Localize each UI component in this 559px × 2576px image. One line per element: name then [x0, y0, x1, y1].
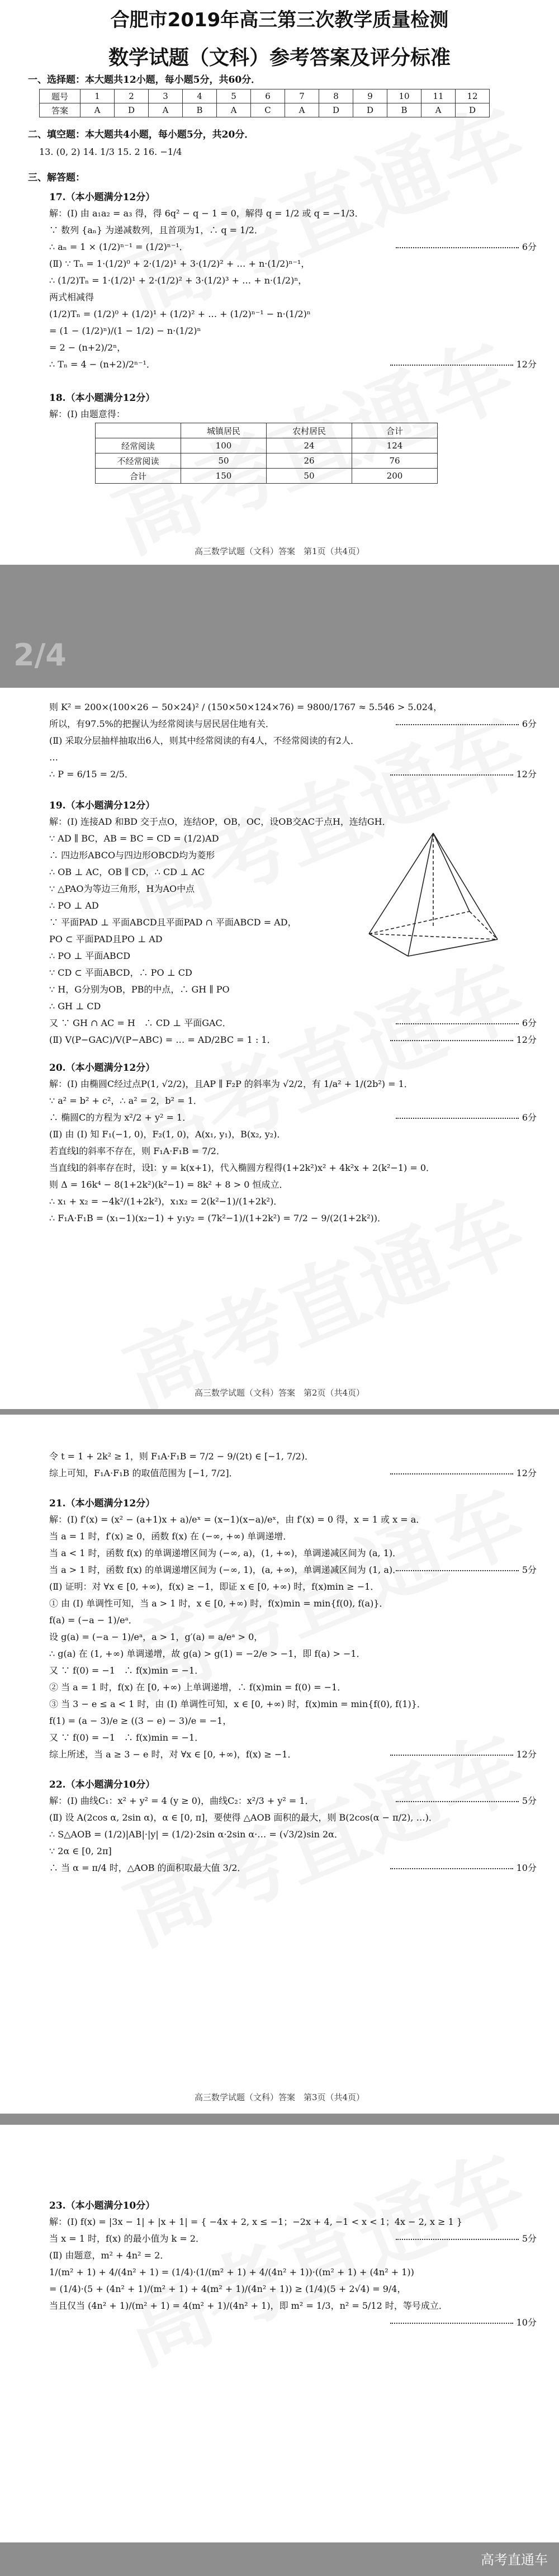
score-text: 12分 — [516, 359, 537, 370]
table-row — [96, 469, 438, 484]
cell: 2 — [115, 89, 149, 103]
cell: D — [353, 103, 387, 117]
brand-logo: 高考直通车 — [481, 2552, 548, 2568]
score-text: 10分 — [516, 1863, 537, 1873]
cell: A — [149, 103, 183, 117]
solution-line — [49, 1860, 537, 1877]
score-text: 5分 — [522, 1795, 537, 1806]
document-title: 合肥市2019年高三第三次教学质量检测 — [110, 9, 449, 31]
score-text: 6分 — [522, 242, 537, 252]
solution-text: (Ⅱ) V(P−GAC)/V(P−ABC) = … = AD/2BC = 1 : 1． — [49, 1034, 276, 1045]
solution-line: (1/2)Tₙ = (1/2)⁰ + (1/2)¹ + (1/2)² + … + (1/2)ⁿ⁻¹ − n·(1/2)ⁿ — [49, 309, 311, 319]
solution-line: = (1/4)·(5 + (4n² + 1)/(m² + 1) + 4(m² + 1)/(4n² + 1)) ≥ (1/4)(5 + 2√4) = 9/4， — [49, 2284, 406, 2294]
solution-text: ∴ 当 α = π/4 时，△AOB 的面积取最大值 3/2． — [49, 1863, 247, 1873]
cell: 8 — [319, 89, 353, 103]
solution-text: ∴ aₙ = 1 × (1/2)ⁿ⁻¹ = (1/2)ⁿ⁻¹． — [49, 242, 188, 252]
solution-text: 当 x = 1 时，f(x) 的最小值为 k = 2． — [49, 2233, 205, 2244]
solution-text: 解：(Ⅰ) 曲线C₁：x² + y² = 4 (y ≥ 0)，曲线C₂：x²/3 + y² = 1． — [49, 1795, 314, 1806]
solution-line: ∴ GH ⊥ CD — [49, 1001, 101, 1012]
solution-line: ∴ OB ⊥ AC，OB ∥ CD，∴ CD ⊥ AC — [49, 867, 205, 877]
cell: 7 — [285, 89, 319, 103]
solution-line — [49, 1109, 537, 1126]
score-text: 12分 — [516, 1034, 537, 1045]
header-cell — [96, 423, 181, 438]
question-20-heading: 20.（本小题满分12分） — [49, 1062, 155, 1074]
score-mark — [390, 1860, 537, 1877]
cell: C — [251, 103, 285, 117]
solution-line — [49, 1562, 537, 1578]
solution-line: 解：(Ⅰ) f′(x) = (x² − (a+1)x + a)/eˣ = (x−1)(x−a)/eˣ，由 f′(x) = 0 得，x = 1 或 x = a． — [49, 1514, 425, 1525]
solution-text: ∴ 椭圆C的方程为 x²/2 + y² = 1． — [49, 1112, 192, 1123]
header-cell: 城镇居民 — [181, 423, 267, 438]
solution-line — [49, 356, 537, 373]
page-footer: 高三数学试题（文科）答案 第3页（共4页） — [194, 2092, 365, 2102]
solution-line: ∴ PO ⊥ AD — [49, 900, 99, 911]
answer-page-2 — [0, 688, 559, 1409]
cell: 11 — [421, 89, 456, 103]
cell: 4 — [183, 89, 217, 103]
solution-line: ③ 当 3 − e ≤ a < 1 时，由 (Ⅰ) 单调性可知，x ∈ [0, +∞) 时，f(x)min = min{f(0), f(1)}． — [49, 1699, 426, 1709]
solution-line: ∵ 数列 {aₙ} 为递减数列，且首项为1，∴ q = 1/2． — [49, 225, 263, 235]
answer-page-4 — [0, 2125, 559, 2576]
solution-line: 1/(m² + 1) + 4/(4n² + 1) = (1/4)·(1/(m² + 1) + 4/(4n² + 1))·((m² + 1) + (4n² + 1)) — [49, 2267, 414, 2277]
cell: B — [387, 103, 421, 117]
cell: 76 — [352, 453, 438, 469]
solution-line: ② 当 a = 1 时，f(x) 在 [0, +∞) 上单调递增，∴ f(x)min = f(0) = −1． — [49, 1682, 347, 1693]
cell: 124 — [352, 438, 438, 453]
score-text: 6分 — [522, 1018, 537, 1028]
fill-answers: 13. (0, 2) 14. 1/3 15. 2 16. −1/4 — [39, 146, 182, 157]
cell: 不经常阅读 — [96, 453, 181, 469]
solution-line — [49, 2298, 537, 2314]
solution-line: ∴ S△AOB = (1/2)|AB|·|y| = (1/2)·2sin α·2sin α·… = (√3/2)sin 2α． — [49, 1829, 343, 1840]
score-text: 5分 — [522, 1564, 537, 1575]
page-footer: 高三数学试题（文科）答案 第2页（共4页） — [194, 1388, 365, 1398]
score-text: 12分 — [516, 769, 537, 779]
solution-text: 所以，有97.5%的把握认为经常阅读与居民居住地有关． — [49, 719, 274, 729]
solution-line: ∴ g(a) 在 (1, +∞) 单调递增，故 g(a) > g(1) = −2/e > −1，即 f(a) > −1． — [49, 1648, 366, 1659]
solution-line: 若直线l的斜率不存在，则 F₁A·F₁B = 7/2． — [49, 1146, 225, 1156]
solution-line: 设 g(a) = (−a − 1)/eᵃ，a > 1，g′(a) = a/eᵃ > 0， — [49, 1632, 263, 1642]
solution-line: PO ⊂ 平面PAD且PO ⊥ AD — [49, 934, 163, 944]
table-row — [40, 103, 490, 117]
score-mark — [396, 1015, 537, 1032]
score-text: 5分 — [522, 2233, 537, 2244]
table-row — [96, 423, 438, 438]
section2-heading: 二、填空题：本大题共4小题，每小题5分，共20分． — [28, 129, 254, 140]
cell: 200 — [352, 469, 438, 484]
solution-text: 当且仅当 (4n² + 1)/(m² + 1) = 4(m² + 1)/(4n² + 1)，即 m² = 1/3，n² = 5/12 时，等号成立． — [49, 2300, 448, 2311]
answer-page-3 — [0, 1415, 559, 2114]
score-mark — [396, 1793, 537, 1809]
solution-line: 则 K² = 200×(100×26 − 50×24)² / (150×50×124×76) = 9800/1767 ≈ 5.546 > 5.024， — [49, 702, 443, 712]
solution-line: = 2 − (n+2)/2ⁿ， — [49, 342, 126, 353]
cell: A — [80, 103, 115, 117]
question-19-heading: 19.（本小题满分12分） — [49, 800, 155, 811]
solution-line: 又 ∵ f(0) = −1 ∴ f(x)min = −1． — [49, 1732, 204, 1743]
question-18-heading: 18.（本小题满分12分） — [49, 393, 155, 404]
cell: 5 — [217, 89, 251, 103]
cell: 合计 — [96, 469, 181, 484]
solution-text: 综上所述，当 a ≥ 3 − e 时，对 ∀x ∈ [0, +∞)，f(x) ≥ −1． — [49, 1749, 297, 1760]
page-footer: 高三数学试题（文科）答案 第1页（共4页） — [194, 546, 365, 556]
cell: A — [217, 103, 251, 117]
cell: 3 — [149, 89, 183, 103]
score-mark — [390, 2314, 537, 2331]
row-label: 答案 — [40, 103, 80, 117]
solution-line: ∴ F₁A·F₁B = (x₁−1)(x₂−1) + y₁y₂ = (7k²−1)/(1+2k²) = 7/2 − 9/(2(1+2k²))． — [49, 1213, 386, 1223]
solution-line: ∵ AD ∥ BC，AB = BC = CD = (1/2)AD — [49, 833, 219, 844]
solution-line: 当 a < 1 时，函数 f(x) 的单调递增区间为 (−∞, a)，(1, +∞)，单调递减区间为 (a, 1)． — [49, 1548, 402, 1558]
cell: 经常阅读 — [96, 438, 181, 453]
cell: A — [285, 103, 319, 117]
question-17-heading: 17.（本小题满分12分） — [49, 192, 155, 203]
solution-line: ∵ 2α ∈ [0, 2π] — [49, 1846, 112, 1856]
solution-line: 解：(Ⅰ) f(x) = |3x − 1| + |x + 1| = { −4x + 2, x ≤ −1；−2x + 4, −1 < x < 1；4x − 2, x ≥ 1 } — [49, 2216, 463, 2227]
score-mark — [390, 356, 537, 373]
solution-line: 令 t = 1 + 2k² ≥ 1，则 F₁A·F₁B = 7/2 − 9/(2t) ∈ [−1, 7/2)． — [49, 1451, 314, 1462]
score-mark — [396, 239, 537, 256]
section3-heading: 三、解答题： — [28, 172, 85, 183]
cell: 6 — [251, 89, 285, 103]
solution-line: ∵ CD ⊂ 平面ABCD，∴ PO ⊥ CD — [49, 967, 192, 978]
cell: 100 — [181, 438, 267, 453]
solution-line: (Ⅱ) 设 A(2cos α, 2sin α)，α ∈ [0, π]，要使得 △AOB 面积的最大，则 B(2cos(α − π/2), …)． — [49, 1812, 438, 1823]
score-mark — [390, 766, 537, 783]
question-21-heading: 21.（本小题满分12分） — [49, 1498, 155, 1509]
header-cell: 农村居民 — [267, 423, 352, 438]
solution-line: 解：(Ⅰ) 由题意得： — [49, 409, 125, 419]
score-mark — [390, 1032, 537, 1048]
score-mark — [396, 1562, 537, 1578]
header-cell: 合计 — [352, 423, 438, 438]
score-text: 12分 — [516, 1468, 537, 1478]
pyramid-figure — [358, 828, 514, 967]
cell: 12 — [456, 89, 490, 103]
solution-line: 则 Δ = 16k⁴ − 8(1+2k²)(k²−1) = 8k² + 8 > 0 恒成立． — [49, 1179, 288, 1190]
cell: B — [183, 103, 217, 117]
solution-line: (Ⅱ) 证明：对 ∀x ∈ [0, +∞)，f(x) ≥ −1，即证 x ∈ [0, +∞) 时，f(x)min ≥ −1． — [49, 1581, 380, 1592]
solution-text: 综上可知，F₁A·F₁B 的取值范围为 [−1, 7/2]． — [49, 1468, 238, 1478]
solution-text: 又 ∵ GH ∩ AC = H ∴ CD ⊥ 平面GAC． — [49, 1018, 231, 1028]
cell: D — [456, 103, 490, 117]
score-mark — [396, 716, 537, 732]
document-subtitle: 数学试题（文科）参考答案及评分标准 — [108, 46, 451, 69]
page-indicator: 2/4 — [13, 637, 67, 673]
solution-line: f(1) = (a − 3)/e ≥ ((3 − e) − 3)/e = −1， — [49, 1715, 232, 1726]
solution-line: (Ⅱ) 由题意，m² + 4n² = 2． — [49, 2250, 169, 2261]
score-text: 6分 — [522, 719, 537, 729]
solution-line: ∵ 平面PAD ⊥ 平面ABCD且平面PAD ∩ 平面ABCD = AD， — [49, 917, 297, 928]
solution-line — [49, 766, 537, 783]
cell: A — [421, 103, 456, 117]
solution-line: 解：(Ⅰ) 由 a₁a₂ = a₃ 得，得 6q² − q − 1 = 0，解得 q = 1/2 或 q = −1/3． — [49, 208, 364, 219]
solution-line: ∵ △PAO为等边三角形，H为AO中点 — [49, 883, 195, 894]
table-row — [40, 89, 490, 103]
table-row — [96, 453, 438, 469]
solution-line: … — [49, 752, 58, 763]
solution-line: ① 由 (Ⅰ) 单调性可知，当 a > 1 时，x ∈ [0, +∞) 时，f(x)min = min{f(0), f(a)}． — [49, 1598, 389, 1609]
cell: 150 — [181, 469, 267, 484]
score-mark — [396, 2230, 537, 2247]
frequency-table — [95, 423, 438, 484]
solution-line: 当直线l的斜率存在时，设l：y = k(x+1)，代入椭圆方程得(1+2k²)x² + 4k²x + 2(k²−1) = 0． — [49, 1162, 435, 1173]
solution-line — [49, 2230, 537, 2247]
solution-line: (Ⅱ) 采取分层抽样抽取出6人，则其中经常阅读的有4人，不经常阅读的有2人． — [49, 735, 359, 746]
cell: 50 — [267, 469, 352, 484]
table-row — [96, 438, 438, 453]
solution-line: ∴ (1/2)Tₙ = 1·(1/2)¹ + 2·(1/2)² + 3·(1/2)³ + … + n·(1/2)ⁿ， — [49, 275, 307, 286]
section1-heading: 一、选择题：本大题共12小题，每小题5分，共60分． — [28, 74, 261, 86]
solution-text: ∴ Tₙ = 4 − (n+2)/2ⁿ⁻¹． — [49, 359, 155, 370]
cell: 50 — [181, 453, 267, 469]
cell: 1 — [80, 89, 115, 103]
row-label: 题号 — [40, 89, 80, 103]
cell: 26 — [267, 453, 352, 469]
solution-text: 当 a > 1 时，函数 f(x) 的单调递增区间为 (−∞, 1)，(a, +∞)，单调递减区间为 (1, a)． — [49, 1564, 402, 1575]
solution-line — [49, 1793, 537, 1809]
score-mark — [390, 1746, 537, 1763]
cell: D — [319, 103, 353, 117]
solution-line: 又 ∵ f(0) = −1 ∴ f(x)min = −1． — [49, 1665, 204, 1676]
answer-page-1 — [0, 0, 559, 565]
choice-answer-table — [39, 89, 490, 117]
solution-line: 解：(Ⅰ) 由椭圆C经过点P(1, √2/2)，且AP ∥ F₂P 的斜率为 √2/2，有 1/a² + 1/(2b²) = 1． — [49, 1079, 413, 1089]
score-text: 6分 — [522, 1112, 537, 1123]
solution-line — [49, 1032, 537, 1048]
question-23-heading: 23.（本小题满分10分） — [49, 2200, 155, 2211]
solution-line: ∴ PO ⊥ 平面ABCD — [49, 951, 131, 961]
solution-line: f(a) = (−a − 1)/eᵃ． — [49, 1615, 138, 1625]
solution-line: 当 a = 1 时，f′(x) ≥ 0，函数 f(x) 在 (−∞, +∞) 单调递增． — [49, 1531, 292, 1542]
question-22-heading: 22.（本小题满分10分） — [49, 1779, 155, 1790]
solution-line: ∴ 四边形ABCO与四边形OBCD均为菱形 — [49, 850, 215, 861]
score-text: 10分 — [516, 2317, 537, 2328]
solution-line: 解：(Ⅰ) 连接AD 和BD 交于点O，连结OP，OB，OC，设OB交AC于点H，连结GH． — [49, 816, 391, 827]
cell: 10 — [387, 89, 421, 103]
solution-line: ∵ a² = b² + c²，∴ a² = 2，b² = 1． — [49, 1095, 202, 1106]
solution-line — [49, 1015, 537, 1032]
solution-line — [49, 1746, 537, 1763]
solution-line: ∵ H，G分别为OB，PB的中点，∴ GH ∥ PO — [49, 984, 230, 995]
solution-line: ∴ x₁ + x₂ = −4k²/(1+2k²)，x₁x₂ = 2(k²−1)/(1+2k²)． — [49, 1196, 283, 1207]
solution-line: (Ⅱ) ∵ Tₙ = 1·(1/2)⁰ + 2·(1/2)¹ + 3·(1/2)² + … + n·(1/2)ⁿ⁻¹， — [49, 258, 310, 269]
cell: 9 — [353, 89, 387, 103]
solution-line: 两式相减得 — [49, 292, 94, 302]
cell: 24 — [267, 438, 352, 453]
solution-line — [49, 716, 537, 732]
solution-text: ∴ P = 6/15 = 2/5． — [49, 769, 134, 779]
solution-line — [49, 239, 537, 256]
solution-line — [49, 1465, 537, 1482]
score-mark — [396, 1109, 537, 1126]
cell: D — [115, 103, 149, 117]
solution-line: = (1 − (1/2)ⁿ)/(1 − 1/2) − n·(1/2)ⁿ — [49, 325, 201, 336]
solution-line: (Ⅱ) 由 (Ⅰ) 知 F₁(−1, 0)，F₂(1, 0)，A(x₁, y₁)，B(x₂, y₂)． — [49, 1129, 286, 1140]
score-mark — [390, 1465, 537, 1482]
score-text: 12分 — [516, 1749, 537, 1760]
bottom-bar — [0, 2542, 559, 2576]
